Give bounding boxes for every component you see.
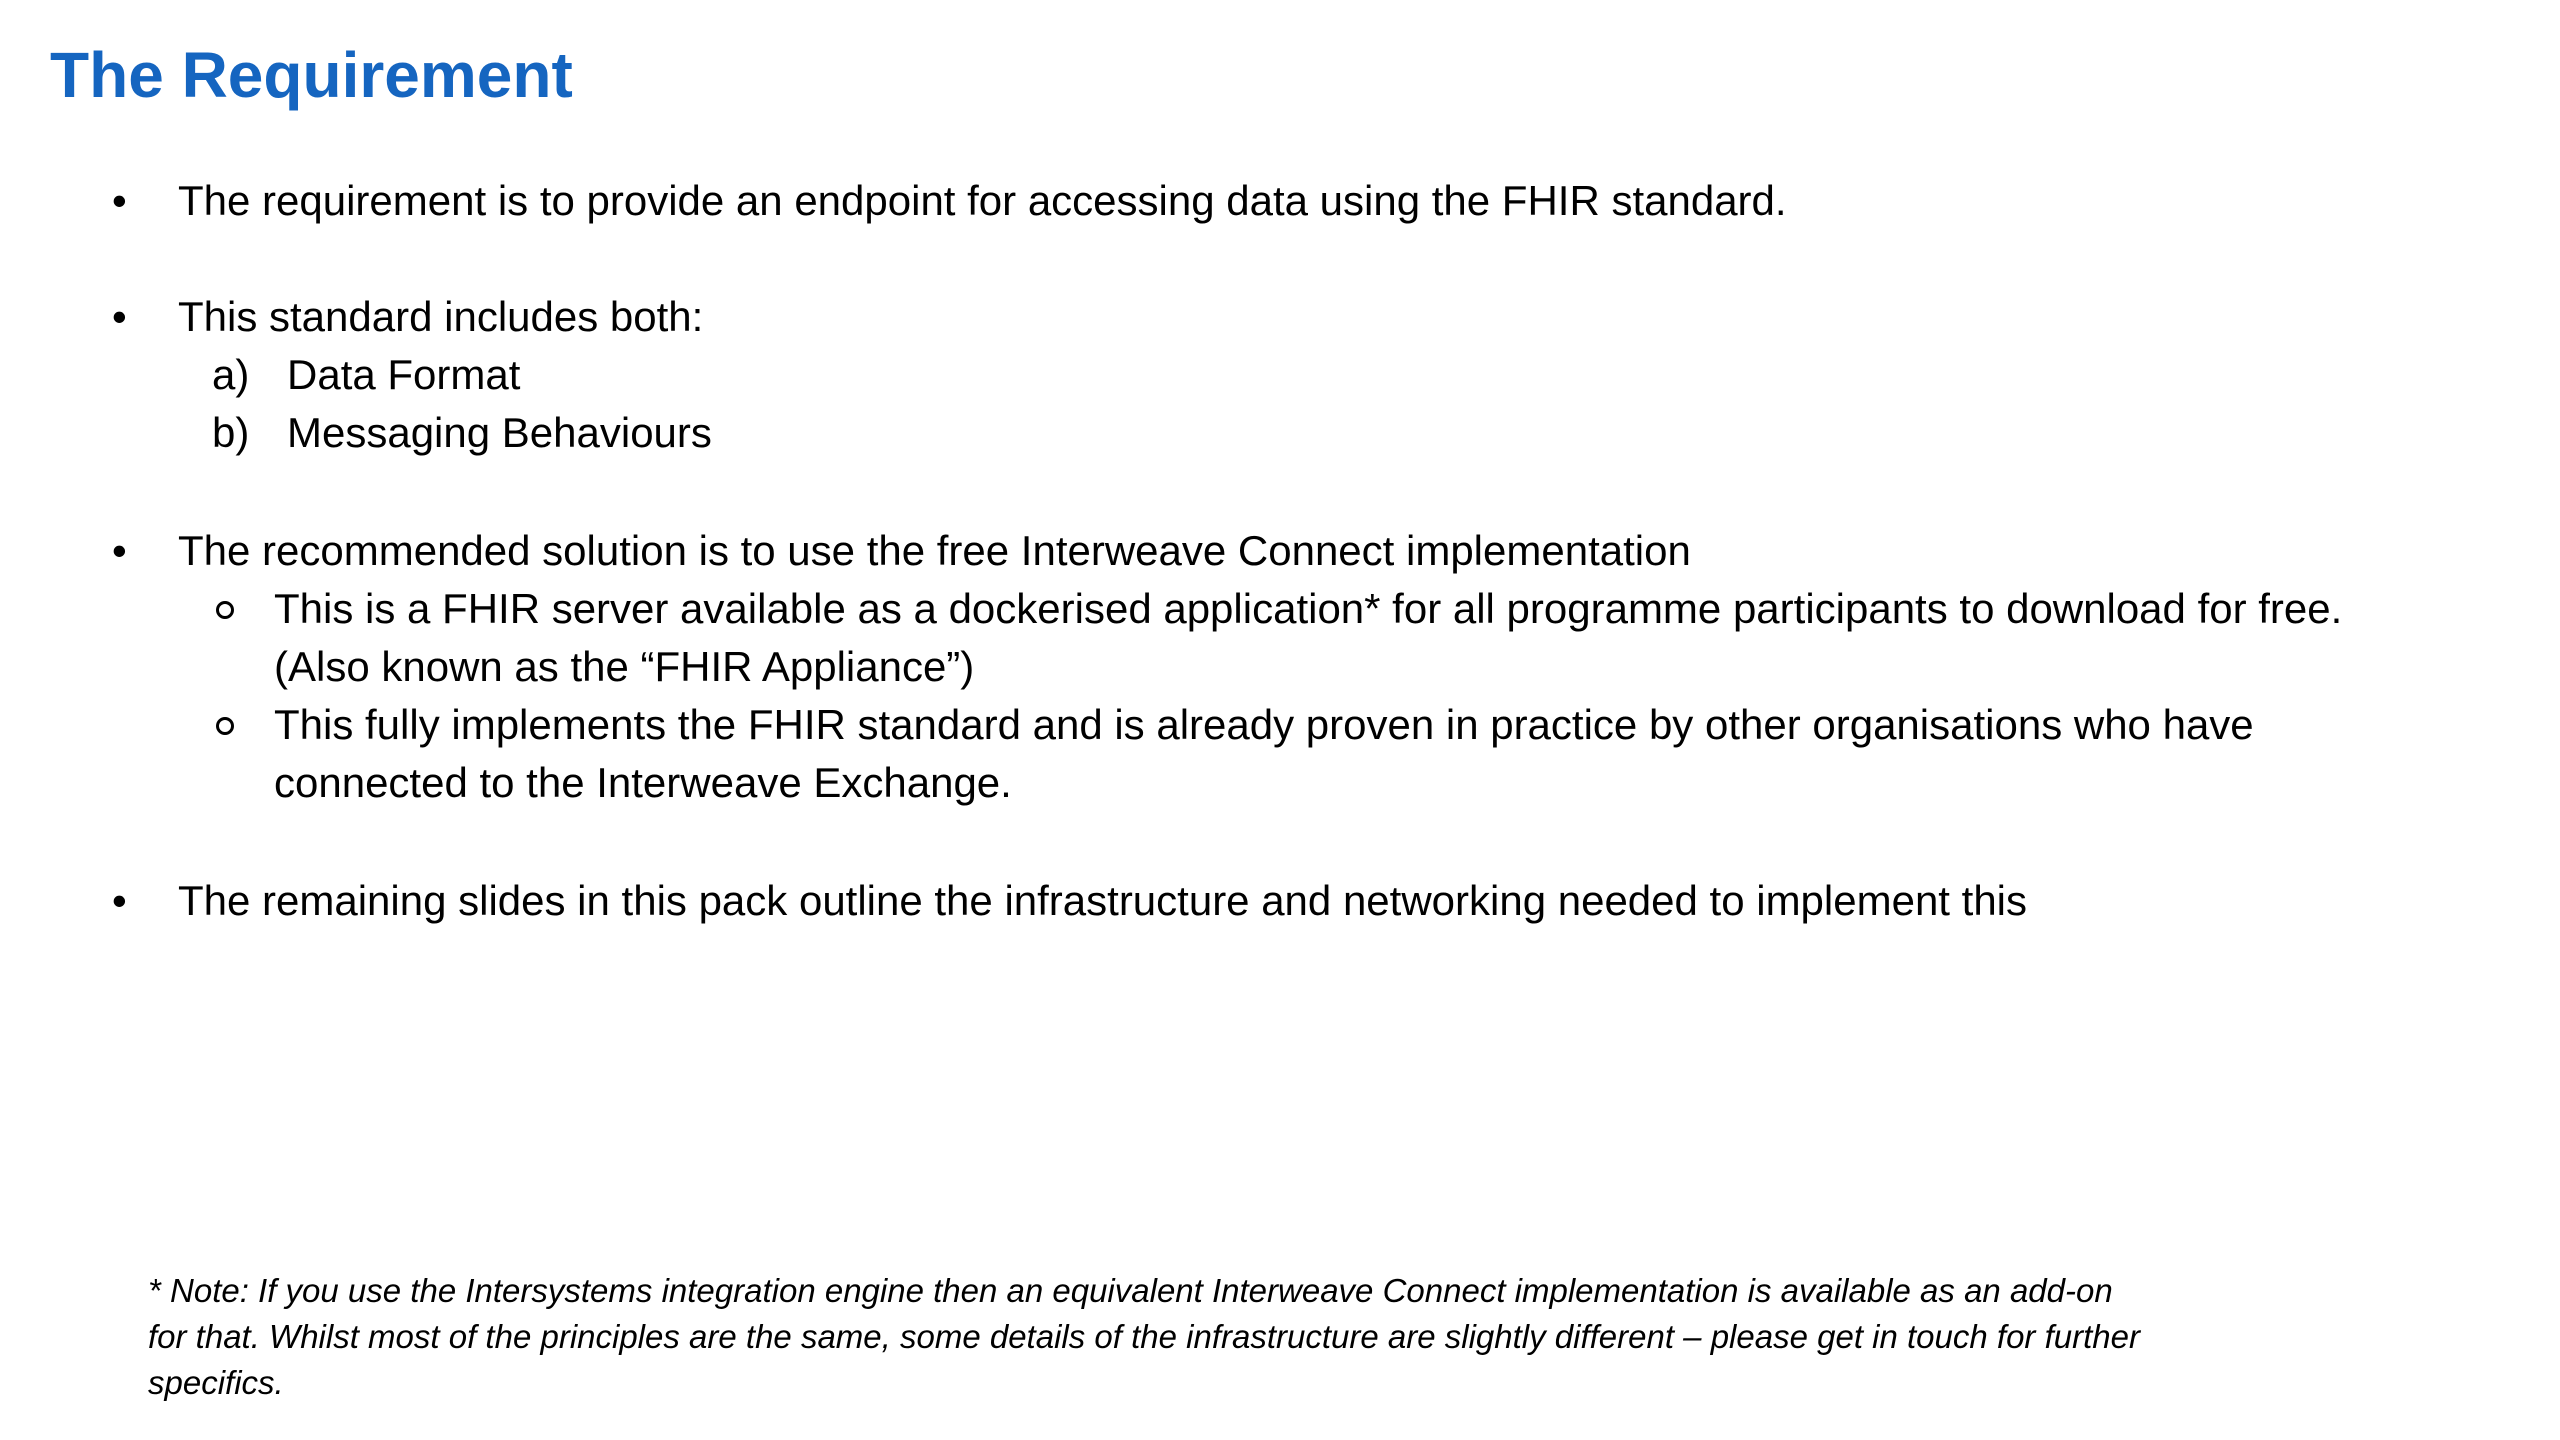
- bullet-dot-icon: •: [112, 877, 127, 924]
- slide-title: The Requirement: [50, 39, 573, 111]
- bullet-text: The remaining slides in this pack outline the infrastructure and networking needed to implement this: [178, 877, 2028, 924]
- bullet-text: The requirement is to provide an endpoint for accessing data using the FHIR standard.: [178, 177, 1787, 224]
- bullet-dot-icon: •: [112, 293, 127, 340]
- list-item-text: Messaging Behaviours: [287, 409, 712, 456]
- bullet-dot-icon: •: [112, 177, 127, 224]
- sub-bullet-line-2: connected to the Interweave Exchange.: [274, 759, 1012, 806]
- footnote: [148, 1268, 2298, 1406]
- list-marker: b): [212, 409, 250, 456]
- footnote-line-3: specifics.: [148, 1364, 284, 1401]
- hollow-circle-icon: [216, 601, 234, 619]
- sub-bullet-line-1: This is a FHIR server available as a dockerised application* for all programme participants to download for free.: [274, 585, 2343, 632]
- bullet-text: The recommended solution is to use the free Interweave Connect implementation: [178, 527, 1691, 574]
- sub-bullet-line-1: This fully implements the FHIR standard and is already proven in practice by other organisations who have: [274, 701, 2254, 748]
- footnote-line-1: * Note: If you use the Intersystems integration engine then an equivalent Interweave Connect implementation is available as an add-on: [148, 1272, 2113, 1309]
- list-marker: a): [212, 351, 250, 398]
- bullet-dot-icon: •: [112, 527, 127, 574]
- bullet-text: This standard includes both:: [178, 293, 704, 340]
- footnote-line-2: for that. Whilst most of the principles are the same, some details of the infrastructure are slightly different – please get in touch for further: [148, 1318, 2140, 1355]
- hollow-circle-icon: [216, 717, 234, 735]
- sub-bullet-line-2: (Also known as the “FHIR Appliance”): [274, 643, 975, 690]
- list-item-text: Data Format: [287, 351, 521, 398]
